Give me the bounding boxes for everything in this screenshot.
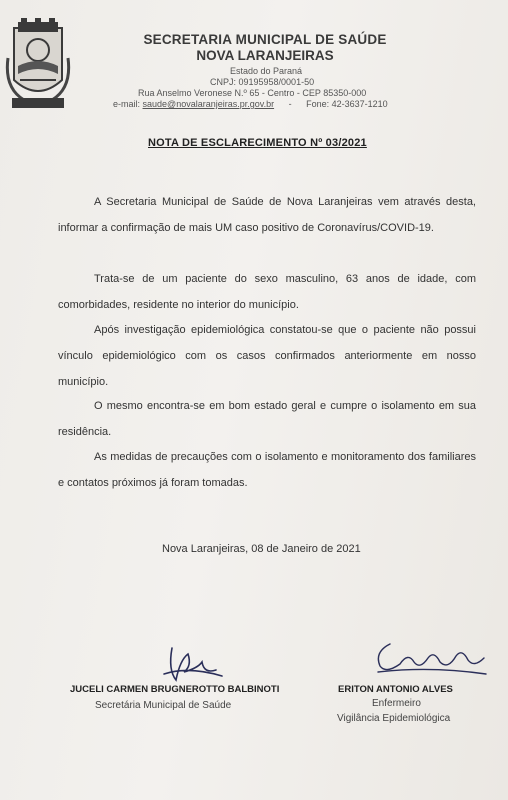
signatory-name-nurse: ERITON ANTONIO ALVES bbox=[338, 684, 453, 695]
header-cnpj: CNPJ: 09195958/0001-50 bbox=[210, 77, 315, 87]
header-secretariat: SECRETARIA MUNICIPAL DE SAÚDE bbox=[143, 32, 387, 47]
signatory-name-secretary: JUCELI CARMEN BRUGNEROTTO BALBINOTI bbox=[70, 684, 280, 695]
header-contact bbox=[113, 99, 388, 109]
handwritten-signature-secretary bbox=[158, 640, 228, 686]
paragraph-announcement: A Secretaria Municipal de Saúde de Nova Laranjeiras vem através desta, informar a confirmação de mais UM caso positivo de Coronavírus/COVID-19. bbox=[58, 196, 476, 234]
email-link[interactable]: saude@novalaranjeiras.pr.gov.br bbox=[142, 99, 275, 109]
date-line: Nova Laranjeiras, 08 de Janeiro de 2021 bbox=[162, 543, 361, 555]
contact-separator: - bbox=[288, 99, 292, 109]
email-label: e-mail: bbox=[113, 99, 141, 109]
paragraph-investigation: Após investigação epidemiológica constatou-se que o paciente não possui vínculo epidemiológico com os casos confirmados anteriormente em nosso município. bbox=[58, 324, 476, 388]
paragraph-patient: Trata-se de um paciente do sexo masculino, 63 anos de idade, com comorbidades, residente no interior do município. bbox=[58, 273, 476, 311]
signatory-role-secretary: Secretária Municipal de Saúde bbox=[95, 700, 232, 711]
handwritten-signature-nurse bbox=[370, 638, 490, 678]
phone-number: Fone: 42-3637-1210 bbox=[306, 99, 388, 109]
signatory-role-nurse: Enfermeiro bbox=[372, 698, 421, 709]
header-state: Estado do Paraná bbox=[230, 66, 303, 76]
municipal-crest-logo bbox=[4, 18, 72, 116]
paragraph-condition: O mesmo encontra-se em bom estado geral e cumpre o isolamento em sua residência. bbox=[58, 400, 476, 438]
header-address: Rua Anselmo Veronese N.º 65 - Centro - CEP 85350-000 bbox=[138, 88, 367, 98]
header-municipality: NOVA LARANJEIRAS bbox=[196, 48, 334, 63]
signatory-department-nurse: Vigilância Epidemiológica bbox=[337, 713, 451, 724]
paragraph-measures: As medidas de precauções com o isolamento e monitoramento dos familiares e contatos próximos já foram tomadas. bbox=[58, 451, 476, 489]
document-title: NOTA DE ESCLARECIMENTO Nº 03/2021 bbox=[148, 137, 367, 149]
